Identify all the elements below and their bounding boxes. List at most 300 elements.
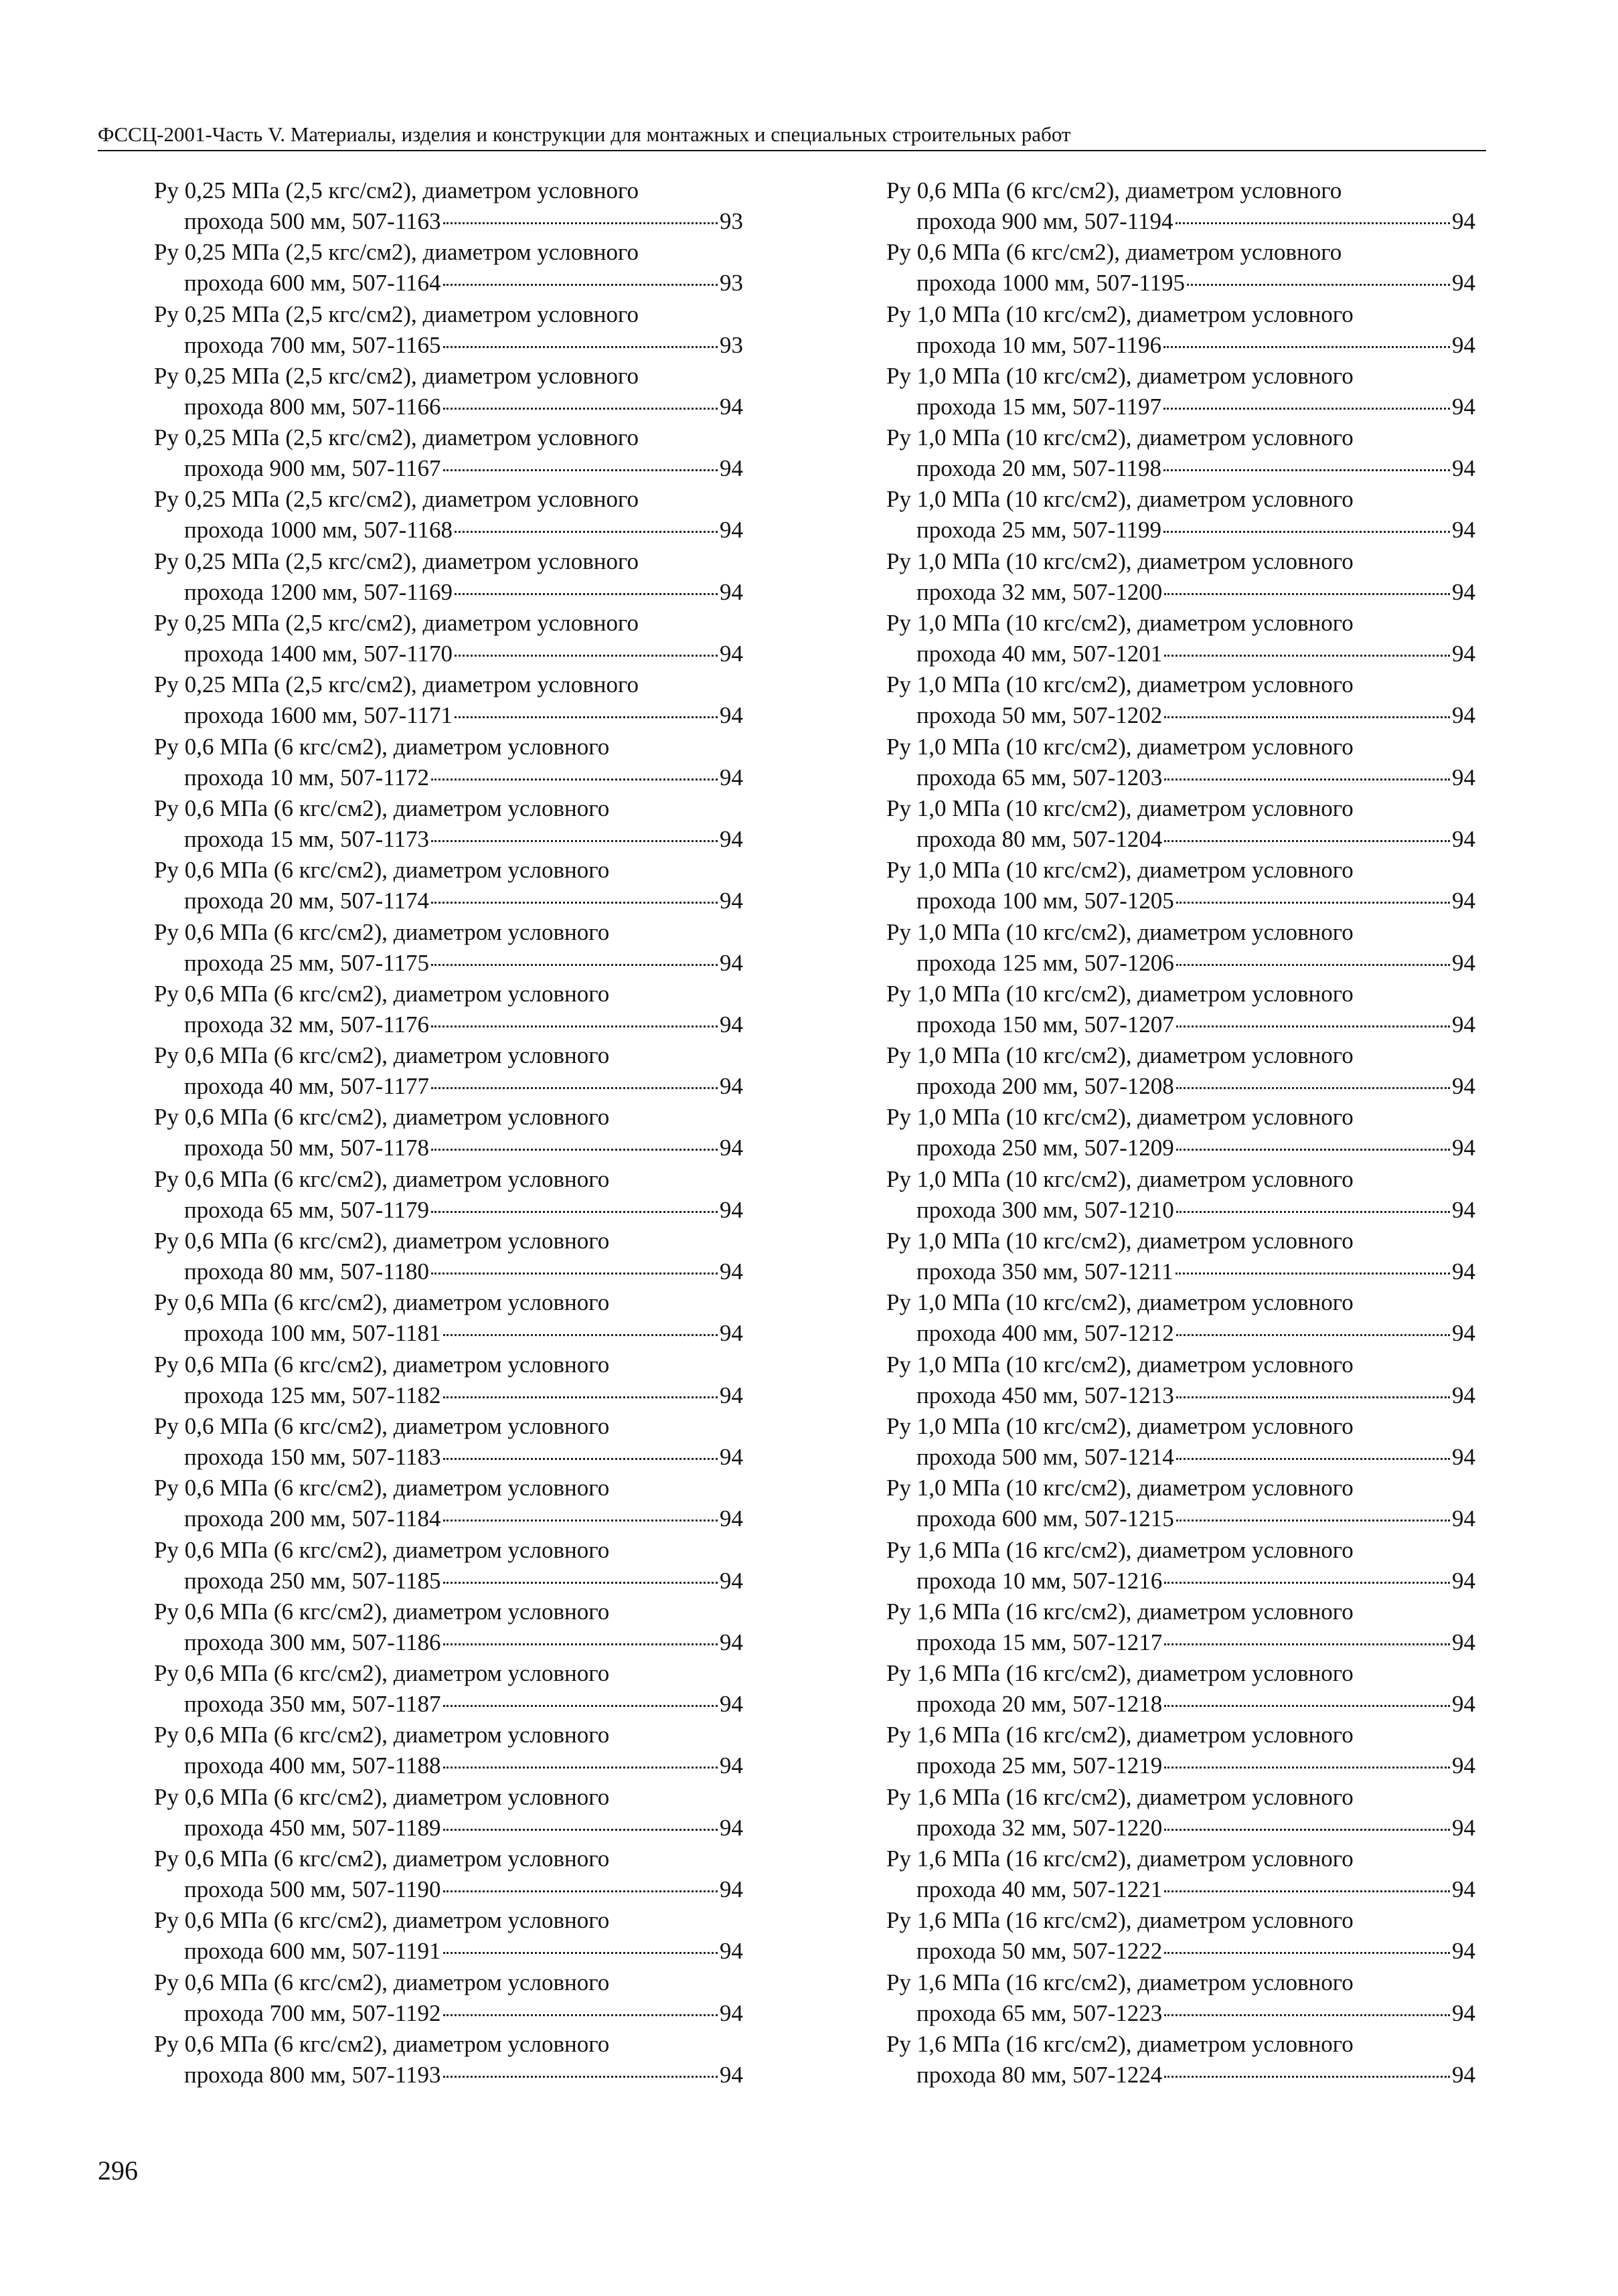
entry-reference-line [154,1813,743,1843]
entry-title: Ру 0,6 МПа (6 кгс/см2), диаметром условного [154,918,610,945]
index-entry [154,484,743,546]
entry-reference-line [886,453,1475,484]
entry-title: Ру 1,6 МПа (16 кгс/см2), диаметром условного [886,1598,1354,1625]
page-number: 296 [98,2155,138,2186]
entry-reference-line [886,515,1475,546]
entry-code: прохода 65 мм, 507-1179 [184,1196,430,1223]
entry-code: прохода 20 мм, 507-1218 [916,1691,1163,1718]
entry-page-number: 94 [720,1691,743,1718]
entry-code: прохода 40 мм, 507-1221 [916,1876,1163,1903]
entry-title: Ру 1,0 МПа (10 кгс/см2), диаметром условного [886,671,1354,698]
entry-title: Ру 0,6 МПа (6 кгс/см2), диаметром условного [154,1475,610,1501]
index-entry [886,484,1475,546]
entry-code: прохода 1000 мм, 507-1168 [184,517,453,544]
entry-reference-line [886,577,1475,608]
dot-leader [443,1829,718,1831]
entry-title: Ру 1,0 МПа (10 кгс/см2), диаметром условного [886,1104,1354,1131]
entry-code: прохода 600 мм, 507-1215 [916,1505,1174,1532]
entry-reference-line [154,948,743,979]
entry-title: Ру 0,6 МПа (6 кгс/см2), диаметром условного [154,1042,610,1069]
index-entry [154,2029,743,2090]
entry-code: прохода 20 мм, 507-1198 [916,455,1162,482]
entry-reference-line [154,1009,743,1040]
dot-leader [1164,1643,1450,1645]
entry-code: прохода 65 мм, 507-1223 [916,1999,1163,2026]
entry-title: Ру 0,25 МПа (2,5 кгс/см2), диаметром условного [154,671,639,698]
entry-page-number: 94 [1452,1443,1475,1470]
entry-reference-line [886,1256,1475,1287]
dot-leader [443,1520,718,1522]
entry-code: прохода 150 мм, 507-1207 [916,1011,1174,1038]
entry-reference-line [154,1750,743,1781]
entry-title: Ру 1,0 МПа (10 кгс/см2), диаметром условного [886,610,1354,637]
index-entry [886,608,1475,669]
dot-leader [1164,2076,1450,2078]
entry-reference-line [886,2060,1475,2090]
entry-code: прохода 600 мм, 507-1164 [184,270,441,297]
dot-leader [1164,778,1450,781]
entry-page-number: 94 [1452,1258,1475,1285]
dot-leader [1176,1211,1450,1213]
entry-page-number: 94 [1452,1505,1475,1532]
entry-title: Ру 0,25 МПа (2,5 кгс/см2), диаметром условного [154,548,639,574]
entry-page-number: 94 [1452,270,1475,297]
entry-reference-line [154,206,743,237]
entry-code: прохода 400 мм, 507-1188 [184,1752,441,1779]
entry-title: Ру 0,6 МПа (6 кгс/см2), диаметром условного [154,795,610,821]
entry-page-number: 94 [1452,1382,1475,1408]
dot-leader [1164,1952,1450,1954]
entry-reference-line [886,1009,1475,1040]
entry-page-number: 94 [720,1999,743,2026]
entry-page-number: 94 [1452,517,1475,544]
entry-title: Ру 1,0 МПа (10 кгс/см2), диаметром условного [886,1042,1354,1069]
entry-page-number: 94 [720,2061,743,2088]
entry-reference-line [886,1071,1475,1102]
entry-code: прохода 1600 мм, 507-1171 [184,702,453,729]
index-entry [886,1164,1475,1226]
entry-reference-line [886,268,1475,299]
index-entry [154,1164,743,1226]
entry-page-number: 94 [1452,949,1475,976]
entry-page-number: 94 [720,1629,743,1655]
dot-leader [1164,1582,1450,1584]
entry-code: прохода 40 мм, 507-1177 [184,1073,430,1100]
index-entry [154,299,743,361]
entry-code: прохода 100 мм, 507-1205 [916,888,1174,914]
dot-leader [1163,469,1450,471]
entry-code: прохода 1200 мм, 507-1169 [184,578,453,605]
entry-reference-line [154,1503,743,1534]
entry-code: прохода 65 мм, 507-1203 [916,764,1163,791]
index-entry [886,1843,1475,1905]
index-entry [886,1905,1475,1967]
entry-code: прохода 25 мм, 507-1175 [184,949,430,976]
header-rule [98,150,1486,151]
entry-title: Ру 1,6 МПа (16 кгс/см2), диаметром условного [886,1660,1354,1687]
entry-title: Ру 0,25 МПа (2,5 кгс/см2), диаметром условного [154,239,639,266]
index-entry [886,1658,1475,1720]
dot-leader [443,346,718,348]
entry-reference-line [886,948,1475,979]
entry-code: прохода 500 мм, 507-1190 [184,1876,441,1903]
entry-reference-line [154,453,743,484]
entry-code: прохода 15 мм, 507-1197 [916,393,1162,420]
entry-title: Ру 1,0 МПа (10 кгс/см2), диаметром условного [886,1228,1354,1254]
dot-leader [1187,284,1450,286]
entry-code: прохода 32 мм, 507-1200 [916,578,1163,605]
index-entry [154,1782,743,1843]
entry-reference-line [886,1813,1475,1843]
entry-page-number: 94 [1452,331,1475,358]
entry-page-number: 94 [720,1196,743,1223]
entry-code: прохода 50 мм, 507-1202 [916,702,1163,729]
entry-code: прохода 400 мм, 507-1212 [916,1320,1174,1347]
dot-leader [431,1149,718,1151]
entry-reference-line [886,1627,1475,1658]
index-entry [154,732,743,793]
dot-leader [455,593,718,595]
entry-page-number: 94 [1452,1567,1475,1594]
entry-title: Ру 1,0 МПа (10 кгс/см2), диаметром условного [886,918,1354,945]
dot-leader [443,1767,718,1769]
index-entry [154,1349,743,1411]
dot-leader [443,2014,718,2016]
index-entry [886,546,1475,608]
entry-code: прохода 32 мм, 507-1220 [916,1814,1163,1841]
entry-page-number: 94 [1452,455,1475,482]
entry-title: Ру 0,6 МПа (6 кгс/см2), диаметром условного [886,239,1342,266]
dot-leader [443,1396,718,1398]
index-entry [886,1287,1475,1349]
dot-leader [443,1458,718,1460]
entry-reference-line [886,330,1475,361]
entry-title: Ру 0,6 МПа (6 кгс/см2), диаметром условного [154,980,610,1007]
entry-title: Ру 0,6 МПа (6 кгс/см2), диаметром условного [154,1660,610,1687]
index-entry [154,1226,743,1287]
dot-leader [1164,593,1450,595]
entry-code: прохода 450 мм, 507-1189 [184,1814,441,1841]
entry-reference-line [886,1566,1475,1596]
entry-page-number: 94 [1452,1135,1475,1161]
entry-code: прохода 300 мм, 507-1210 [916,1196,1174,1223]
entry-page-number: 93 [720,331,743,358]
entry-title: Ру 1,0 МПа (10 кгс/см2), диаметром условного [886,980,1354,1007]
entry-page-number: 94 [720,764,743,791]
dot-leader [443,284,718,286]
entry-code: прохода 10 мм, 507-1216 [916,1567,1163,1594]
index-entry [886,1535,1475,1596]
entry-title: Ру 1,6 МПа (16 кгс/см2), диаметром условного [886,1536,1354,1563]
entry-title: Ру 0,25 МПа (2,5 кгс/см2), диаметром условного [154,610,639,637]
index-entry [886,1226,1475,1287]
dot-leader [1176,1334,1450,1336]
index-entry [886,917,1475,979]
dot-leader [1176,1396,1450,1398]
entry-reference-line [886,1195,1475,1226]
dot-leader [1176,1149,1450,1151]
dot-leader [443,1705,718,1707]
entry-code: прохода 350 мм, 507-1211 [916,1258,1174,1285]
dot-leader [443,1334,718,1336]
index-entry [886,299,1475,361]
dot-leader [443,1952,718,1954]
entry-code: прохода 80 мм, 507-1204 [916,825,1163,852]
dot-leader [1176,1520,1450,1522]
entry-title: Ру 1,0 МПа (10 кгс/см2), диаметром условного [886,733,1354,760]
entry-reference-line [154,1071,743,1102]
dot-leader [1176,1026,1450,1028]
entry-title: Ру 1,6 МПа (16 кгс/см2), диаметром условного [886,1969,1354,1995]
entry-reference-line [886,1998,1475,2029]
entry-reference-line [154,1998,743,2029]
dot-leader [431,964,718,966]
entry-reference-line [154,515,743,546]
entry-page-number: 94 [720,1011,743,1038]
index-entry [886,1102,1475,1163]
index-entry [154,237,743,299]
entry-title: Ру 0,6 МПа (6 кгс/см2), диаметром условного [154,1228,610,1254]
dot-leader [455,716,718,718]
entry-code: прохода 32 мм, 507-1176 [184,1011,430,1038]
index-entry [154,175,743,237]
entry-title: Ру 0,6 МПа (6 кгс/см2), диаметром условного [154,1351,610,1378]
index-entry [154,1102,743,1163]
entry-title: Ру 0,6 МПа (6 кгс/см2), диаметром условного [154,1598,610,1625]
dot-leader [455,655,718,657]
entry-title: Ру 0,6 МПа (6 кгс/см2), диаметром условного [886,177,1342,203]
entry-reference-line [886,886,1475,916]
index-entry [154,1967,743,2029]
entry-code: прохода 1000 мм, 507-1195 [916,270,1186,297]
entry-title: Ру 0,25 МПа (2,5 кгс/см2), диаметром условного [154,486,639,513]
index-entry [154,979,743,1040]
dot-leader [1176,1458,1450,1460]
running-header: ФССЦ-2001-Часть V. Материалы, изделия и конструкции для монтажных и специальных строительных работ [98,122,1071,146]
index-entry [886,1967,1475,2029]
entry-reference-line [154,1874,743,1905]
dot-leader [1164,1767,1450,1769]
entry-title: Ру 0,6 МПа (6 кгс/см2), диаметром условного [154,1722,610,1748]
entry-page-number: 94 [720,1567,743,1594]
index-entry [886,1349,1475,1411]
index-entry [154,855,743,916]
index-entry [886,1720,1475,1781]
entry-code: прохода 25 мм, 507-1199 [916,517,1162,544]
dot-leader [1164,1705,1450,1707]
entry-code: прохода 125 мм, 507-1182 [184,1382,441,1408]
entry-reference-line [886,206,1475,237]
entry-title: Ру 0,6 МПа (6 кгс/см2), диаметром условного [154,1289,610,1316]
entry-reference-line [886,1442,1475,1473]
entry-reference-line [886,1750,1475,1781]
dot-leader [443,2076,718,2078]
index-entry [886,422,1475,484]
entry-title: Ру 1,0 МПа (10 кгс/см2), диаметром условного [886,857,1354,884]
entry-page-number: 94 [1452,1196,1475,1223]
entry-page-number: 94 [720,1443,743,1470]
entry-reference-line [886,1380,1475,1411]
entry-title: Ру 0,25 МПа (2,5 кгс/см2), диаметром условного [154,301,639,327]
entry-reference-line [154,1380,743,1411]
entry-reference-line [886,1874,1475,1905]
entry-title: Ру 1,0 МПа (10 кгс/см2), диаметром условного [886,1165,1354,1192]
entry-code: прохода 900 мм, 507-1194 [916,208,1174,234]
entry-title: Ру 0,6 МПа (6 кгс/см2), диаметром условного [154,1165,610,1192]
entry-page-number: 94 [1452,1752,1475,1779]
entry-code: прохода 500 мм, 507-1214 [916,1443,1174,1470]
index-entry [886,2029,1475,2090]
dot-leader [1164,840,1450,842]
dot-leader [1164,655,1450,657]
entry-code: прохода 350 мм, 507-1187 [184,1691,441,1718]
dot-leader [1164,2014,1450,2016]
index-entry [154,1720,743,1781]
dot-leader [1176,964,1450,966]
entry-title: Ру 1,0 МПа (10 кгс/см2), диаметром условного [886,1351,1354,1378]
dot-leader [443,1643,718,1645]
entry-code: прохода 500 мм, 507-1163 [184,208,441,234]
index-entry [154,1905,743,1967]
dot-leader [431,1273,718,1275]
entry-page-number: 94 [720,1320,743,1347]
index-entry [154,1287,743,1349]
entry-page-number: 94 [1452,702,1475,729]
entry-reference-line [886,1503,1475,1534]
entry-reference-line [154,639,743,669]
index-column-right [886,175,1475,2090]
entry-reference-line [154,1195,743,1226]
entry-reference-line [886,824,1475,855]
entry-page-number: 94 [720,1876,743,1903]
entry-page-number: 94 [1452,1629,1475,1655]
entry-page-number: 94 [1452,641,1475,667]
entry-page-number: 94 [720,1505,743,1532]
dot-leader [1164,1829,1450,1831]
index-entry [154,793,743,855]
index-entry [886,855,1475,916]
entry-title: Ру 1,6 МПа (16 кгс/см2), диаметром условного [886,1907,1354,1934]
dot-leader [1164,1890,1450,1892]
entry-page-number: 94 [720,517,743,544]
entry-code: прохода 200 мм, 507-1208 [916,1073,1174,1100]
index-entry [886,361,1475,422]
entry-code: прохода 25 мм, 507-1219 [916,1752,1163,1779]
entry-title: Ру 0,6 МПа (6 кгс/см2), диаметром условного [154,1783,610,1810]
index-entry [886,1782,1475,1843]
entry-reference-line [154,2060,743,2090]
index-entry [154,1473,743,1534]
entry-reference-line [154,330,743,361]
dot-leader [1176,1273,1450,1275]
entry-title: Ру 0,6 МПа (6 кгс/см2), диаметром условного [154,1536,610,1563]
entry-code: прохода 40 мм, 507-1201 [916,641,1163,667]
entry-page-number: 94 [1452,1320,1475,1347]
entry-reference-line [154,577,743,608]
entry-code: прохода 700 мм, 507-1165 [184,331,441,358]
entry-page-number: 94 [1452,888,1475,914]
entry-page-number: 94 [1452,578,1475,605]
entry-reference-line [886,700,1475,731]
index-entry [886,1040,1475,1102]
entry-reference-line [154,1442,743,1473]
index-entry [886,237,1475,299]
dot-leader [1176,222,1450,224]
entry-code: прохода 900 мм, 507-1167 [184,455,441,482]
dot-leader [431,1211,718,1213]
dot-leader [1176,902,1450,904]
entry-page-number: 94 [1452,1691,1475,1718]
entry-code: прохода 700 мм, 507-1192 [184,1999,441,2026]
entry-reference-line [154,1318,743,1349]
entry-page-number: 94 [1452,1011,1475,1038]
entry-title: Ру 0,6 МПа (6 кгс/см2), диаметром условного [154,1412,610,1439]
entry-code: прохода 50 мм, 507-1222 [916,1938,1163,1965]
entry-reference-line [154,392,743,422]
entry-page-number: 94 [720,1135,743,1161]
dot-leader [431,902,718,904]
index-entry [154,361,743,422]
entry-reference-line [154,1627,743,1658]
index-entry [154,1040,743,1102]
entry-page-number: 94 [720,1382,743,1408]
entry-reference-line [886,1133,1475,1163]
entry-page-number: 94 [720,1752,743,1779]
entry-code: прохода 150 мм, 507-1183 [184,1443,441,1470]
entry-reference-line [154,1936,743,1967]
entry-reference-line [154,824,743,855]
entry-reference-line [154,700,743,731]
entry-title: Ру 1,0 МПа (10 кгс/см2), диаметром условного [886,1412,1354,1439]
entry-page-number: 94 [720,455,743,482]
entry-title: Ру 0,6 МПа (6 кгс/см2), диаметром условного [154,733,610,760]
entry-page-number: 94 [720,702,743,729]
index-entry [154,1658,743,1720]
dot-leader [1163,408,1450,410]
entry-code: прохода 250 мм, 507-1209 [916,1135,1174,1161]
dot-leader [1163,346,1450,348]
entry-reference-line [154,886,743,916]
entry-code: прохода 250 мм, 507-1185 [184,1567,441,1594]
entry-code: прохода 300 мм, 507-1186 [184,1629,441,1655]
entry-page-number: 94 [720,825,743,852]
entry-code: прохода 10 мм, 507-1172 [184,764,430,791]
index-entry [154,1843,743,1905]
entry-reference-line [886,639,1475,669]
index-entry [886,175,1475,237]
entry-code: прохода 200 мм, 507-1184 [184,1505,441,1532]
entry-page-number: 94 [720,1073,743,1100]
dot-leader [455,531,718,533]
index-column-left [154,175,743,2090]
entry-title: Ру 1,6 МПа (16 кгс/см2), диаметром условного [886,1722,1354,1748]
dot-leader [431,840,718,842]
entry-reference-line [154,1133,743,1163]
index-entry [154,1411,743,1473]
entry-code: прохода 15 мм, 507-1173 [184,825,430,852]
dot-leader [443,222,718,224]
entry-code: прохода 800 мм, 507-1166 [184,393,441,420]
index-entry [154,422,743,484]
entry-title: Ру 0,6 МПа (6 кгс/см2), диаметром условного [154,1846,610,1872]
entry-title: Ру 1,6 МПа (16 кгс/см2), диаметром условного [886,2030,1354,2057]
entry-page-number: 94 [1452,1999,1475,2026]
entry-reference-line [154,1256,743,1287]
entry-title: Ру 1,0 МПа (10 кгс/см2), диаметром условного [886,548,1354,574]
index-entry [154,546,743,608]
dot-leader [1176,1087,1450,1089]
entry-page-number: 94 [720,949,743,976]
